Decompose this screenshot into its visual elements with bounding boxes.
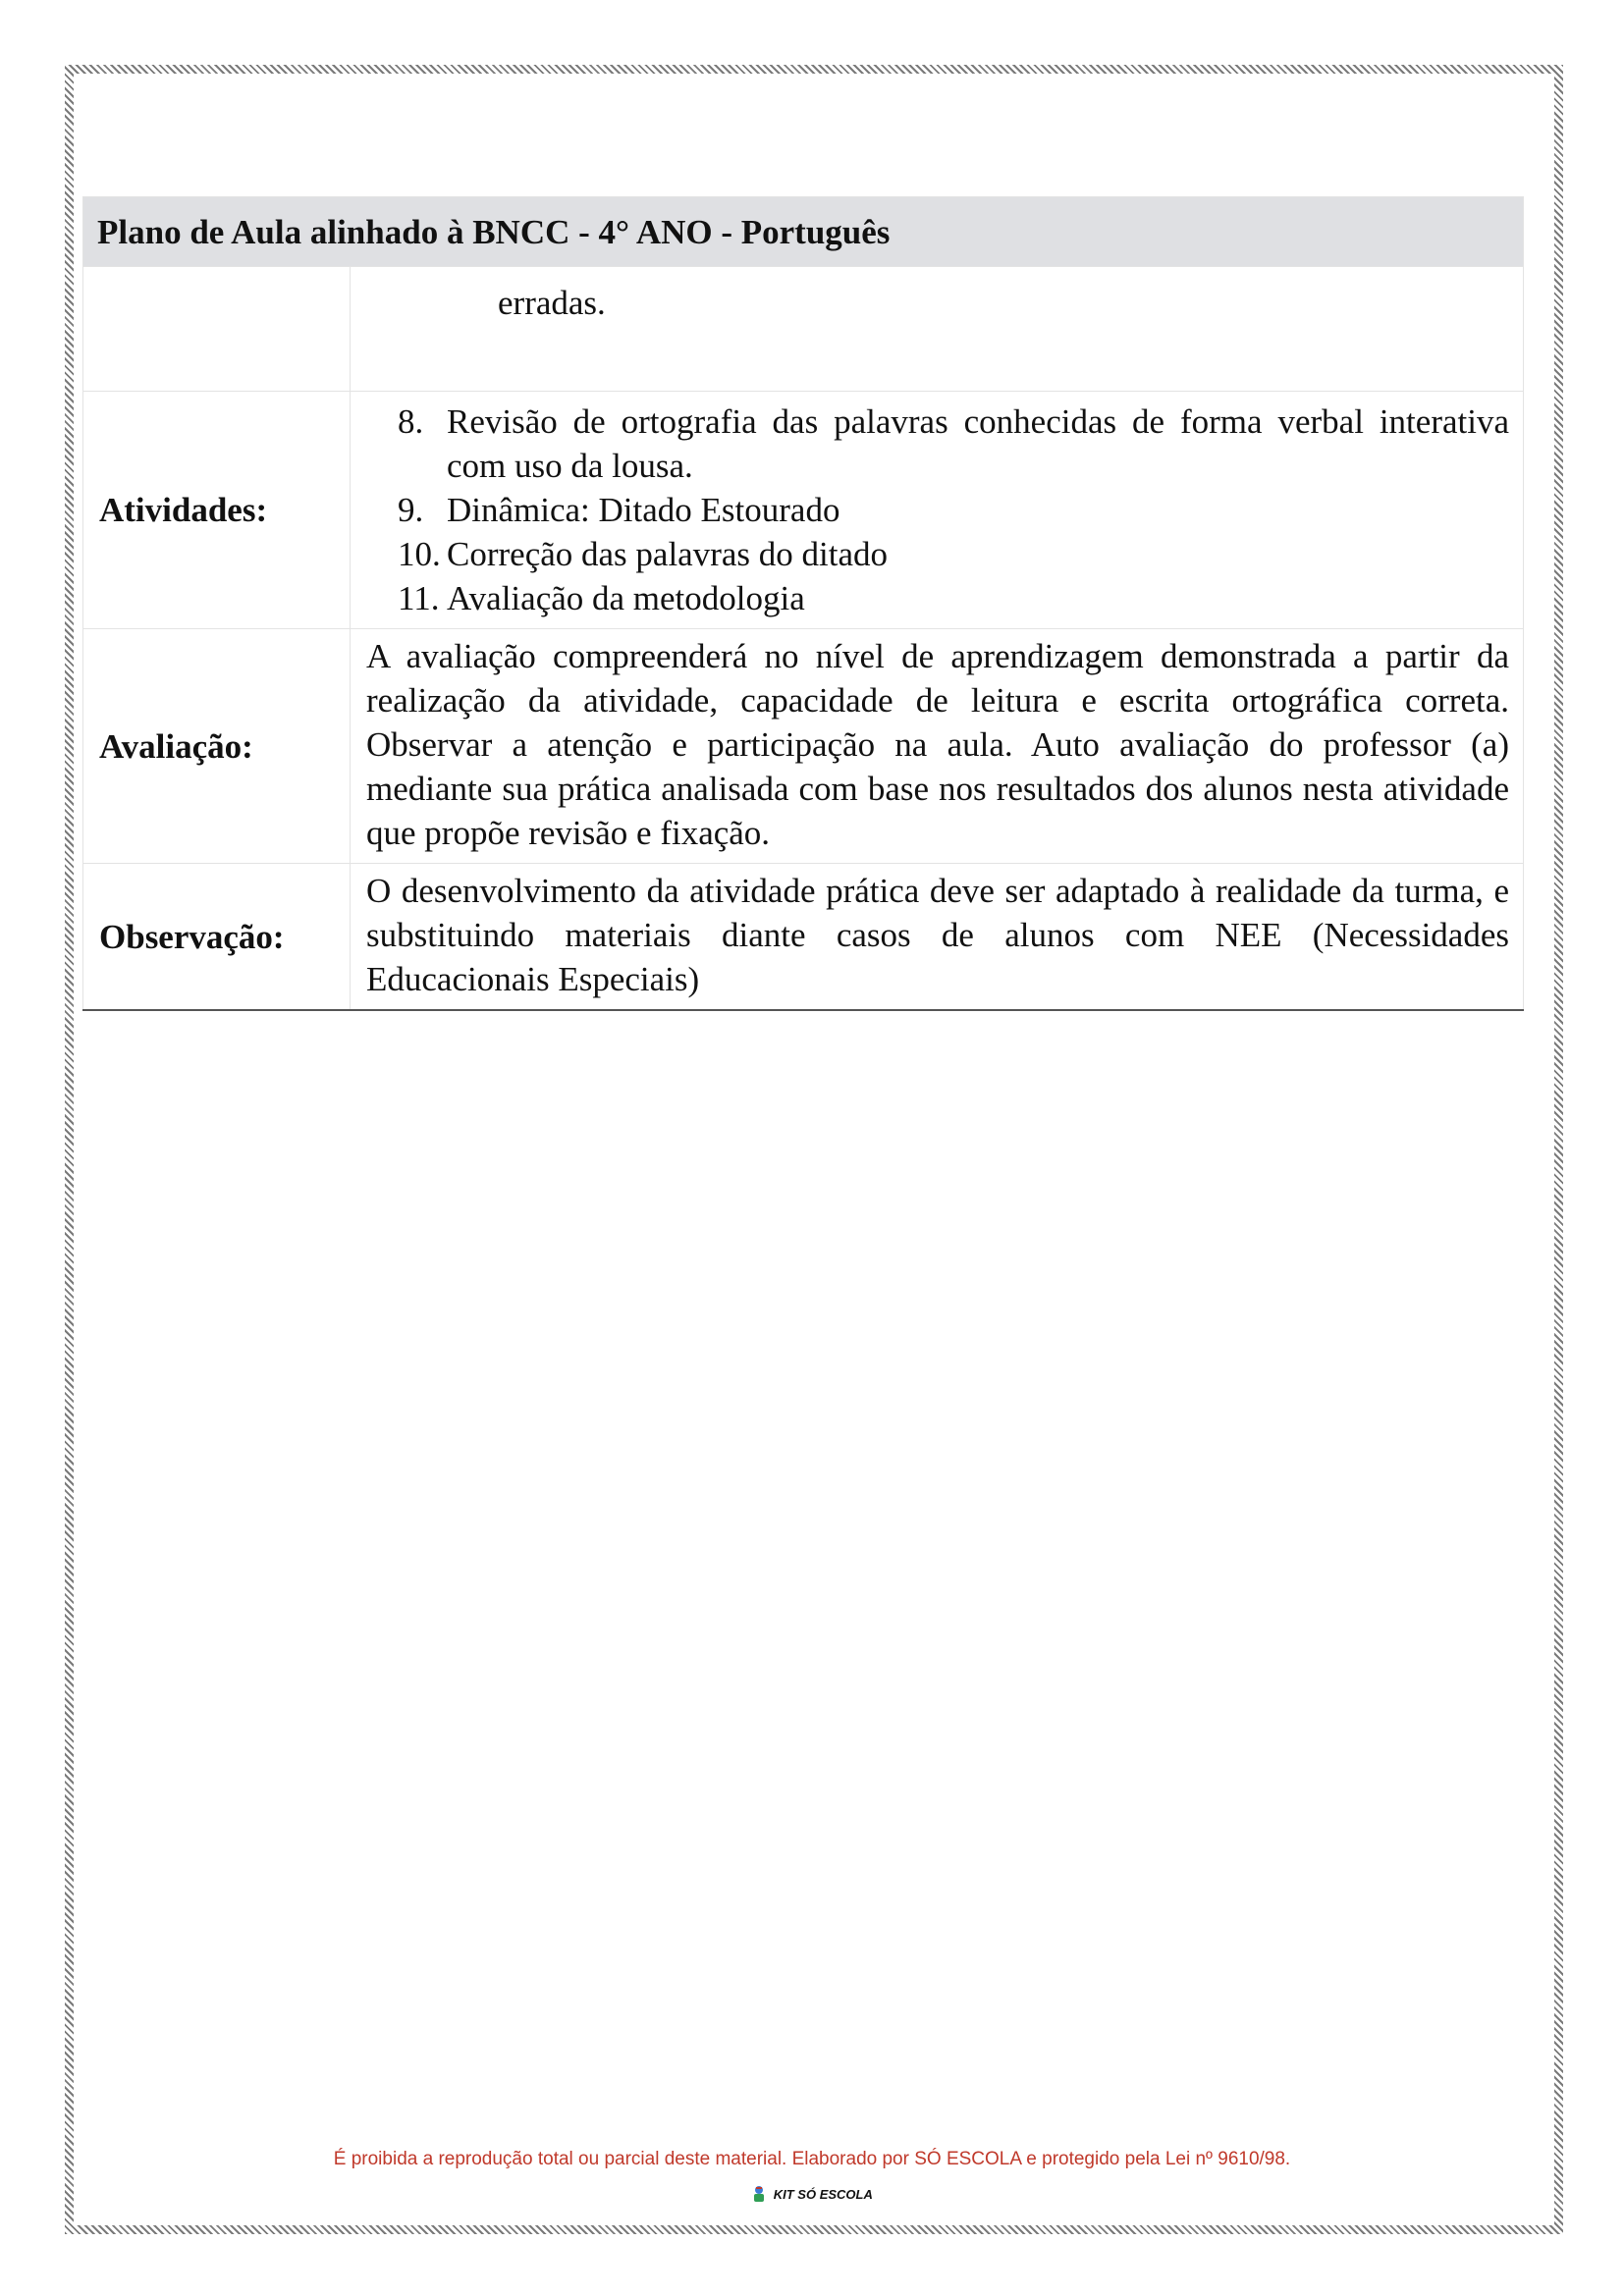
copyright-notice: É proibida a reprodução total ou parcial deste material. Elaborado por SÓ ESCOLA e protegido pela Lei nº 9610/98. xyxy=(333,2149,1291,2169)
evaluation-text: A avaliação compreenderá no nível de aprendizagem demonstrada a partir da realização da atividade, capacidade de leitura e escrita ortográfica correta. Observar a atenção e participação na aula. Auto avaliação do professor (a) mediante sua prática analisada com base nos resultados dos alunos nesta atividade que propõe revisão e fixação. xyxy=(351,629,1524,864)
evaluation-row xyxy=(83,629,1524,864)
activities-label: Atividades: xyxy=(83,392,351,629)
brand-logo xyxy=(0,2185,1624,2206)
activities-row xyxy=(83,392,1524,629)
student-mascot-icon xyxy=(751,2185,767,2206)
list-item-number: 9. xyxy=(398,491,424,529)
list-item-text: Avaliação da metodologia xyxy=(447,579,805,617)
continuation-text: erradas. xyxy=(498,284,606,322)
continuation-cell xyxy=(351,267,1524,392)
brand-name: KIT SÓ ESCOLA xyxy=(773,2186,873,2202)
observation-text: O desenvolvimento da atividade prática deve ser adaptado à realidade da turma, e substituindo materiais diante casos de alunos com NEE (Necessidades Educacionais Especiais) xyxy=(351,864,1524,1011)
list-item-number: 8. xyxy=(398,402,424,441)
list-item xyxy=(398,532,1509,576)
list-item xyxy=(398,400,1509,488)
observation-row xyxy=(83,864,1524,1011)
list-item-number: 11. xyxy=(398,579,440,617)
list-item-text: Dinâmica: Ditado Estourado xyxy=(447,491,840,529)
table-title-row xyxy=(83,197,1524,267)
evaluation-label: Avaliação: xyxy=(83,629,351,864)
lesson-plan-table xyxy=(82,196,1524,1011)
list-item-text: Revisão de ortografia das palavras conhecidas de forma verbal interativa com uso da lousa. xyxy=(447,402,1509,485)
activities-list xyxy=(351,392,1524,629)
list-item xyxy=(398,576,1509,620)
continuation-row xyxy=(83,267,1524,392)
list-item-text: Correção das palavras do ditado xyxy=(447,535,889,573)
list-item xyxy=(398,488,1509,532)
continuation-label-cell xyxy=(83,267,351,392)
table-title: Plano de Aula alinhado à BNCC - 4° ANO - Português xyxy=(83,197,1524,267)
list-item-number: 10. xyxy=(398,535,441,573)
observation-label: Observação: xyxy=(83,864,351,1011)
